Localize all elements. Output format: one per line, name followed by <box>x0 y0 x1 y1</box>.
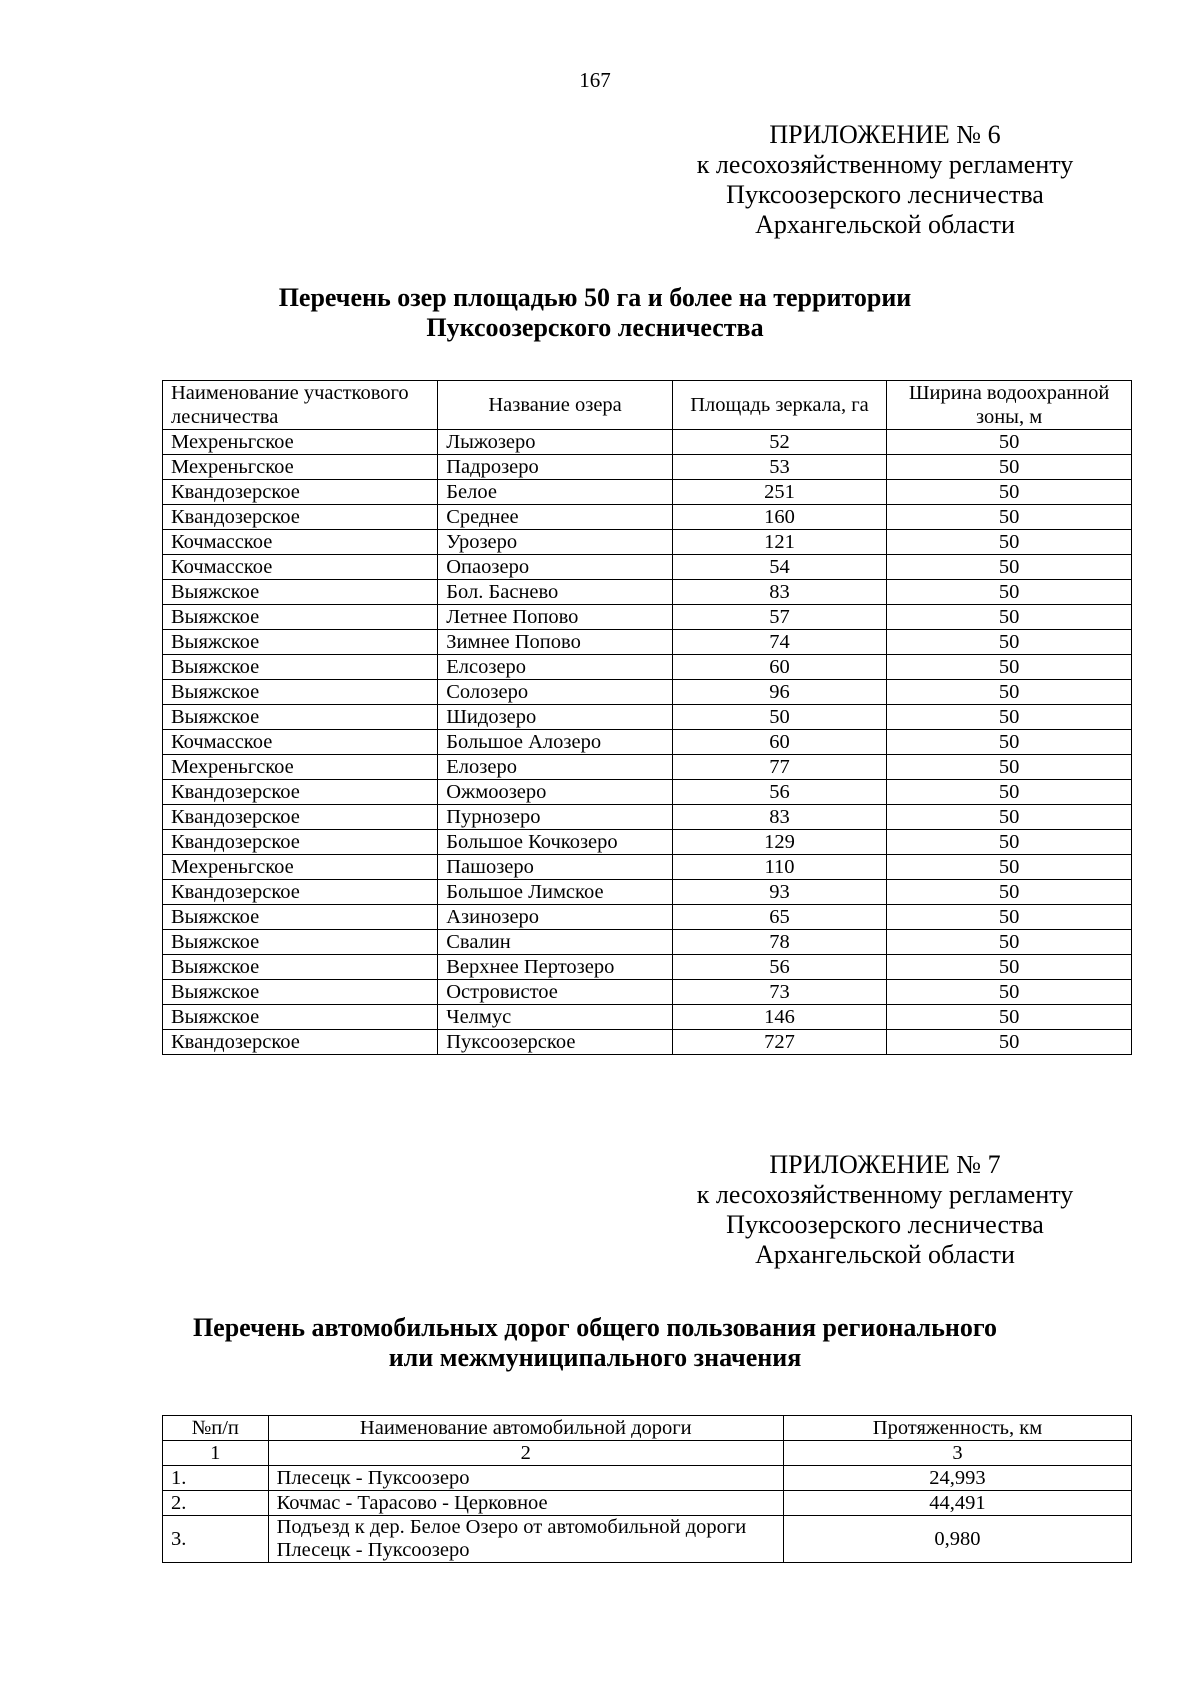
cell-lake-name: Белое <box>438 480 673 505</box>
lakes-table <box>162 380 1132 1055</box>
table-row <box>163 505 1132 530</box>
cell-road-name: Кочмас - Тарасово - Церковное <box>268 1491 783 1516</box>
lakes-table-header-row <box>163 381 1132 430</box>
cell-lake-name: Бол. Баснево <box>438 580 673 605</box>
cell-lake-name: Пурнозеро <box>438 805 673 830</box>
cell-zone-width: 50 <box>887 830 1132 855</box>
cell-zone-width: 50 <box>887 930 1132 955</box>
cell-zone-width: 50 <box>887 530 1132 555</box>
cell-lake-name: Пашозеро <box>438 855 673 880</box>
cell-district: Квандозерское <box>163 505 438 530</box>
table-row <box>163 955 1132 980</box>
cell-area: 160 <box>672 505 886 530</box>
cell-zone-width: 50 <box>887 680 1132 705</box>
table-row <box>163 430 1132 455</box>
table-row <box>163 905 1132 930</box>
appendix-7-line-3: Пуксоозерского лесничества <box>726 1210 1044 1239</box>
table-row <box>163 830 1132 855</box>
cell-zone-width: 50 <box>887 755 1132 780</box>
table-row <box>163 455 1132 480</box>
cell-zone-width: 50 <box>887 630 1132 655</box>
cell-district: Квандозерское <box>163 830 438 855</box>
cell-lake-name: Шидозеро <box>438 705 673 730</box>
cell-lake-name: Елсозеро <box>438 655 673 680</box>
cell-area: 146 <box>672 1005 886 1030</box>
lakes-title-line-1: Перечень озер площадью 50 га и более на территории <box>278 283 912 312</box>
cell-zone-width: 50 <box>887 805 1132 830</box>
cell-area: 129 <box>672 830 886 855</box>
col-header-district: Наименование участкового лесничества <box>163 381 438 430</box>
cell-area: 73 <box>672 980 886 1005</box>
cell-road-name: Подъезд к дер. Белое Озеро от автомобильной дороги Плесецк - Пуксоозеро <box>268 1516 783 1563</box>
table-row <box>163 580 1132 605</box>
cell-zone-width: 50 <box>887 505 1132 530</box>
roads-table-header-row <box>163 1416 1132 1441</box>
cell-zone-width: 50 <box>887 480 1132 505</box>
cell-lake-name: Летнее Попово <box>438 605 673 630</box>
cell-lake-name: Большое Кочкозеро <box>438 830 673 855</box>
table-row <box>163 480 1132 505</box>
cell-number: 2. <box>163 1491 269 1516</box>
cell-district: Мехреньгское <box>163 430 438 455</box>
cell-lake-name: Среднее <box>438 505 673 530</box>
cell-district: Квандозерское <box>163 1030 438 1055</box>
appendix-7-header <box>635 1150 1135 1270</box>
table-row <box>163 855 1132 880</box>
table-row <box>163 605 1132 630</box>
cell-zone-width: 50 <box>887 880 1132 905</box>
cell-lake-name: Елозеро <box>438 755 673 780</box>
cell-district: Выяжское <box>163 705 438 730</box>
col-number-1: 1 <box>163 1441 269 1466</box>
cell-zone-width: 50 <box>887 705 1132 730</box>
page-number: 167 <box>579 68 611 92</box>
cell-lake-name: Верхнее Пертозеро <box>438 955 673 980</box>
roads-title <box>0 1313 1190 1373</box>
cell-district: Выяжское <box>163 605 438 630</box>
roads-table-column-numbers-row <box>163 1441 1132 1466</box>
cell-zone-width: 50 <box>887 780 1132 805</box>
cell-length: 0,980 <box>783 1516 1131 1563</box>
appendix-7-label: ПРИЛОЖЕНИЕ № 7 <box>769 1150 1001 1179</box>
cell-area: 78 <box>672 930 886 955</box>
col-header-area: Площадь зеркала, га <box>672 381 886 430</box>
cell-area: 727 <box>672 1030 886 1055</box>
appendix-7-line-2: к лесохозяйственному регламенту <box>696 1180 1074 1209</box>
appendix-6-label: ПРИЛОЖЕНИЕ № 6 <box>769 120 1001 149</box>
cell-area: 251 <box>672 480 886 505</box>
cell-district: Квандозерское <box>163 780 438 805</box>
lakes-title <box>0 283 1190 343</box>
cell-area: 57 <box>672 605 886 630</box>
appendix-6-line-3: Пуксоозерского лесничества <box>726 180 1044 209</box>
table-row <box>163 1491 1132 1516</box>
table-row <box>163 1030 1132 1055</box>
appendix-6-line-4: Архангельской области <box>755 210 1015 239</box>
cell-lake-name: Челмус <box>438 1005 673 1030</box>
cell-district: Квандозерское <box>163 805 438 830</box>
col-header-zone-width: Ширина водоохранной зоны, м <box>887 381 1132 430</box>
cell-area: 83 <box>672 805 886 830</box>
cell-area: 60 <box>672 730 886 755</box>
cell-lake-name: Урозеро <box>438 530 673 555</box>
col-header-number: №п/п <box>163 1416 269 1441</box>
cell-number: 1. <box>163 1466 269 1491</box>
cell-zone-width: 50 <box>887 730 1132 755</box>
cell-zone-width: 50 <box>887 1005 1132 1030</box>
cell-length: 24,993 <box>783 1466 1131 1491</box>
cell-area: 52 <box>672 430 886 455</box>
table-row <box>163 530 1132 555</box>
cell-district: Выяжское <box>163 955 438 980</box>
cell-area: 121 <box>672 530 886 555</box>
cell-area: 93 <box>672 880 886 905</box>
table-row <box>163 1005 1132 1030</box>
cell-district: Мехреньгское <box>163 455 438 480</box>
table-row <box>163 630 1132 655</box>
cell-zone-width: 50 <box>887 1030 1132 1055</box>
cell-district: Выяжское <box>163 680 438 705</box>
table-row <box>163 1466 1132 1491</box>
cell-area: 110 <box>672 855 886 880</box>
cell-district: Выяжское <box>163 905 438 930</box>
cell-zone-width: 50 <box>887 430 1132 455</box>
cell-lake-name: Свалин <box>438 930 673 955</box>
cell-district: Выяжское <box>163 580 438 605</box>
cell-lake-name: Большое Алозеро <box>438 730 673 755</box>
cell-lake-name: Большое Лимское <box>438 880 673 905</box>
cell-district: Выяжское <box>163 980 438 1005</box>
cell-area: 50 <box>672 705 886 730</box>
cell-lake-name: Азинозеро <box>438 905 673 930</box>
cell-district: Квандозерское <box>163 880 438 905</box>
cell-lake-name: Зимнее Попово <box>438 630 673 655</box>
cell-zone-width: 50 <box>887 980 1132 1005</box>
cell-area: 54 <box>672 555 886 580</box>
cell-area: 65 <box>672 905 886 930</box>
roads-title-line-1: Перечень автомобильных дорог общего пользования регионального <box>192 1313 998 1342</box>
appendix-7-line-4: Архангельской области <box>755 1240 1015 1269</box>
table-row <box>163 880 1132 905</box>
cell-length: 44,491 <box>783 1491 1131 1516</box>
cell-district: Выяжское <box>163 930 438 955</box>
table-row <box>163 730 1132 755</box>
lakes-title-line-2: Пуксоозерского лесничества <box>426 313 764 342</box>
cell-area: 77 <box>672 755 886 780</box>
cell-lake-name: Солозеро <box>438 680 673 705</box>
cell-area: 60 <box>672 655 886 680</box>
table-row <box>163 980 1132 1005</box>
cell-district: Выяжское <box>163 630 438 655</box>
table-row <box>163 1516 1132 1563</box>
cell-area: 53 <box>672 455 886 480</box>
col-number-3: 3 <box>783 1441 1131 1466</box>
col-header-length: Протяженность, км <box>783 1416 1131 1441</box>
cell-road-name: Плесецк - Пуксоозеро <box>268 1466 783 1491</box>
cell-zone-width: 50 <box>887 605 1132 630</box>
cell-zone-width: 50 <box>887 455 1132 480</box>
roads-table-body <box>163 1466 1132 1563</box>
col-header-lake-name: Название озера <box>438 381 673 430</box>
appendix-6-header <box>635 120 1135 240</box>
table-row <box>163 555 1132 580</box>
cell-lake-name: Ожмоозеро <box>438 780 673 805</box>
cell-district: Выяжское <box>163 1005 438 1030</box>
table-row <box>163 755 1132 780</box>
cell-district: Кочмасское <box>163 530 438 555</box>
cell-area: 74 <box>672 630 886 655</box>
cell-number: 3. <box>163 1516 269 1563</box>
cell-lake-name: Островистое <box>438 980 673 1005</box>
cell-district: Мехреньгское <box>163 855 438 880</box>
cell-zone-width: 50 <box>887 555 1132 580</box>
col-number-2: 2 <box>268 1441 783 1466</box>
table-row <box>163 930 1132 955</box>
cell-district: Кочмасское <box>163 730 438 755</box>
cell-lake-name: Опаозеро <box>438 555 673 580</box>
cell-lake-name: Падрозеро <box>438 455 673 480</box>
lakes-table-body <box>163 430 1132 1055</box>
cell-district: Кочмасское <box>163 555 438 580</box>
cell-area: 96 <box>672 680 886 705</box>
cell-zone-width: 50 <box>887 905 1132 930</box>
col-header-road-name: Наименование автомобильной дороги <box>268 1416 783 1441</box>
roads-table <box>162 1415 1132 1563</box>
cell-zone-width: 50 <box>887 855 1132 880</box>
cell-area: 56 <box>672 955 886 980</box>
table-row <box>163 680 1132 705</box>
cell-area: 83 <box>672 580 886 605</box>
cell-lake-name: Пуксоозерское <box>438 1030 673 1055</box>
table-row <box>163 705 1132 730</box>
cell-zone-width: 50 <box>887 580 1132 605</box>
cell-district: Квандозерское <box>163 480 438 505</box>
cell-zone-width: 50 <box>887 655 1132 680</box>
cell-area: 56 <box>672 780 886 805</box>
cell-district: Выяжское <box>163 655 438 680</box>
table-row <box>163 805 1132 830</box>
table-row <box>163 780 1132 805</box>
appendix-6-line-2: к лесохозяйственному регламенту <box>696 150 1074 179</box>
cell-district: Мехреньгское <box>163 755 438 780</box>
cell-zone-width: 50 <box>887 955 1132 980</box>
roads-title-line-2: или межмуниципального значения <box>388 1343 802 1372</box>
cell-lake-name: Лыжозеро <box>438 430 673 455</box>
table-row <box>163 655 1132 680</box>
